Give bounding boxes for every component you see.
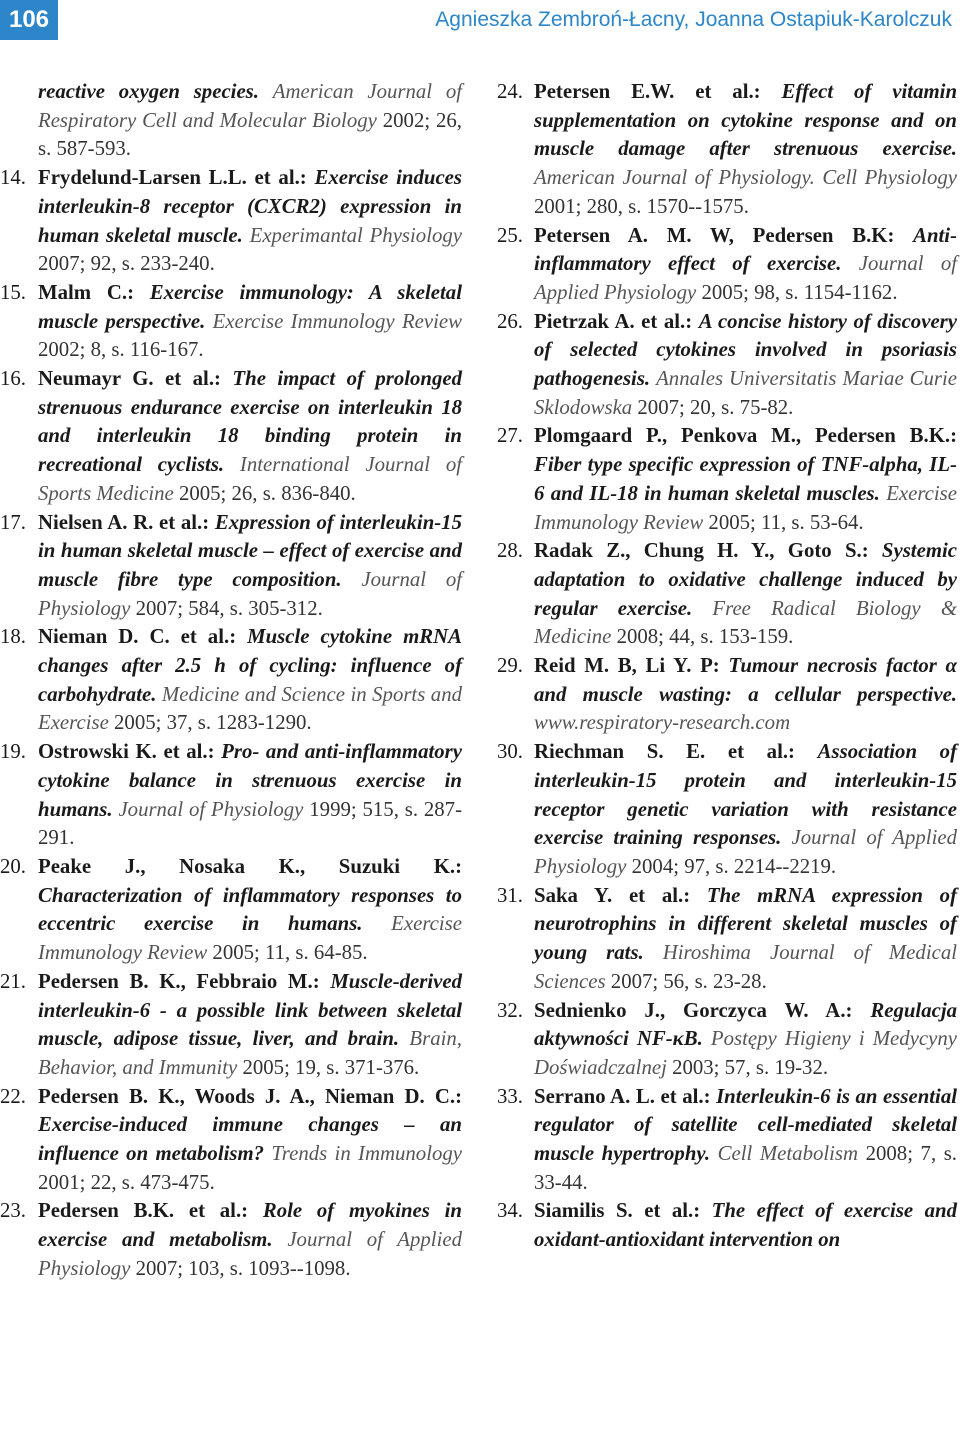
reference-title: Fiber type specific expression of TNF-alpha, IL- 6 and IL-18 in human skeletal muscles. bbox=[534, 453, 957, 505]
reference-number: 17. bbox=[0, 510, 26, 534]
page-number: 106 bbox=[0, 0, 58, 40]
reference-number: 19. bbox=[0, 740, 26, 764]
reference-item bbox=[497, 1197, 957, 1254]
reference-body bbox=[38, 738, 462, 853]
reference-title: Regulacja aktywności NF-κB. bbox=[534, 998, 957, 1051]
reference-body bbox=[534, 1197, 957, 1254]
reference-details: 2004; 97, s. 2214--2219. bbox=[631, 854, 837, 878]
reference-authors: Peake J., Nosaka K., Suzuki K.: bbox=[38, 854, 462, 878]
reference-item bbox=[497, 738, 957, 882]
reference-authors: Nielsen A. R. et al.: bbox=[38, 510, 210, 534]
reference-body bbox=[38, 509, 462, 624]
reference-body bbox=[534, 422, 957, 537]
reference-title: The impact of prolonged strenuous endurance exercise on interleukin 18 and interleukin 18 binding protein in recreational cyclists. bbox=[38, 367, 463, 477]
reference-number: 21. bbox=[0, 969, 26, 993]
reference-journal: Brain, Behavior, and Immunity bbox=[38, 1027, 462, 1079]
reference-title: The mRNA expression of neurotrophins in different skeletal muscles of young rats. bbox=[534, 883, 957, 965]
reference-body bbox=[534, 537, 957, 652]
reference-details: 2008; 44, s. 153-159. bbox=[616, 625, 794, 649]
reference-authors: Pietrzak A. et al.: bbox=[534, 309, 693, 333]
reference-authors: Radak Z., Chung H. Y., Goto S.: bbox=[534, 539, 869, 563]
reference-body bbox=[534, 738, 957, 882]
reference-number: 32. bbox=[497, 998, 523, 1022]
reference-title: Exercise-induced immune changes – an influence on metabolism? bbox=[38, 1113, 462, 1166]
reference-authors: Siamilis S. et al.: bbox=[534, 1199, 701, 1223]
reference-journal: Journal of Applied Physiology bbox=[38, 1228, 462, 1280]
reference-details: 2005; 11, s. 53-64. bbox=[708, 510, 864, 534]
reference-details: 1999; 515, s. 287-291. bbox=[38, 797, 463, 850]
reference-title: Exercise immunology: A skeletal muscle perspective. bbox=[38, 280, 462, 333]
reference-journal: Annales Universitatis Mariae Curie Sklodowska bbox=[534, 367, 957, 419]
reference-number: 20. bbox=[0, 854, 26, 878]
reference-item bbox=[497, 997, 957, 1083]
reference-title: reactive oxygen species. bbox=[38, 80, 259, 103]
reference-item bbox=[0, 623, 462, 738]
reference-body bbox=[38, 968, 462, 1083]
reference-body bbox=[38, 279, 462, 365]
reference-body bbox=[38, 853, 462, 968]
reference-item bbox=[0, 279, 462, 365]
reference-item bbox=[0, 738, 462, 853]
reference-authors: Riechman S. E. et al.: bbox=[534, 740, 795, 764]
reference-item bbox=[0, 509, 462, 624]
reference-number: 29. bbox=[497, 654, 523, 678]
reference-number: 18. bbox=[0, 625, 26, 649]
reference-item bbox=[0, 164, 462, 279]
reference-authors: Pedersen B.K. et al.: bbox=[38, 1199, 249, 1223]
reference-journal: Trends in Immunology bbox=[271, 1142, 462, 1166]
reference-authors: Malm C.: bbox=[38, 280, 135, 304]
reference-body bbox=[534, 222, 957, 308]
reference-title: A concise history of discovery of selected cytokines involved in psoriasis pathogenesis. bbox=[534, 309, 957, 391]
reference-journal: www.respiratory-research.com bbox=[534, 711, 791, 735]
reference-item bbox=[0, 1197, 462, 1283]
reference-number: 15. bbox=[0, 280, 26, 304]
reference-journal: Exercise Immunology Review bbox=[38, 912, 462, 965]
reference-body bbox=[534, 882, 957, 997]
reference-body bbox=[38, 164, 462, 279]
reference-authors: Petersen A. M. W, Pedersen B.K: bbox=[534, 223, 895, 247]
reference-number: 28. bbox=[497, 539, 523, 563]
reference-authors: Saka Y. et al.: bbox=[534, 883, 691, 907]
reference-journal: International Journal of Sports Medicine bbox=[38, 453, 462, 505]
reference-item bbox=[497, 222, 957, 308]
reference-journal: American Journal of Physiology. Cell Physiology bbox=[534, 166, 957, 190]
reference-item bbox=[497, 308, 957, 423]
reference-title: Association of interleukin-15 protein and interleukin-15 receptor genetic variation with resistance exercise training responses. bbox=[534, 740, 957, 850]
reference-body bbox=[534, 78, 957, 222]
reference-number: 14. bbox=[0, 166, 26, 190]
reference-item bbox=[0, 1083, 462, 1198]
reference-title: Role of myokines in exercise and metabolism. bbox=[38, 1199, 462, 1252]
reference-details: 2007; 92, s. 233-240. bbox=[38, 252, 215, 276]
reference-journal: Journal of Applied Physiology bbox=[534, 826, 957, 878]
reference-body bbox=[38, 1083, 462, 1198]
reference-details: 2001; 280, s. 1570--1575. bbox=[534, 194, 749, 218]
reference-number: 34. bbox=[497, 1199, 523, 1223]
reference-journal: American Journal of Respiratory Cell and Molecular Biology bbox=[38, 80, 462, 132]
reference-details: 2005; 19, s. 371-376. bbox=[242, 1055, 420, 1079]
reference-authors: Ostrowski K. et al.: bbox=[38, 740, 215, 764]
reference-details: 2005; 11, s. 64-85. bbox=[212, 941, 368, 965]
reference-journal: Exercise Immunology Review bbox=[534, 481, 958, 534]
reference-title: Expression of interleukin-15 in human skeletal muscle – effect of exercise and muscle fibre type composition. bbox=[38, 510, 462, 591]
reference-details: 2007; 20, s. 75-82. bbox=[637, 395, 794, 419]
reference-body bbox=[534, 997, 957, 1083]
reference-title: Pro- and anti-inflammatory cytokine balance in strenuous exercise in humans. bbox=[38, 740, 462, 821]
reference-body bbox=[38, 1197, 462, 1283]
reference-item bbox=[497, 537, 957, 652]
reference-authors: Reid M. B, Li Y. P: bbox=[534, 654, 720, 678]
reference-title: Effect of vitamin supplementation on cytokine response and on muscle damage after strenuous exercise. bbox=[534, 80, 958, 161]
reference-details: 2005; 98, s. 1154-1162. bbox=[701, 280, 898, 304]
reference-number: 30. bbox=[497, 740, 523, 764]
reference-title: Anti-inflammatory effect of exercise. bbox=[534, 223, 958, 276]
page-header bbox=[0, 0, 960, 40]
reference-authors: Frydelund-Larsen L.L. et al.: bbox=[38, 166, 307, 190]
reference-body bbox=[38, 365, 462, 509]
reference-details: 2007; 584, s. 305-312. bbox=[135, 596, 323, 620]
reference-title: The effect of exercise and oxidant-antioxidant intervention on bbox=[534, 1199, 957, 1252]
reference-details: 2002; 26, s. 587-593. bbox=[38, 108, 462, 161]
reference-authors: Nieman D. C. et al.: bbox=[38, 625, 237, 649]
reference-item bbox=[0, 968, 462, 1083]
reference-number: 33. bbox=[497, 1084, 523, 1108]
reference-details: 2008; 7, s. 33-44. bbox=[534, 1142, 957, 1194]
reference-number: 25. bbox=[497, 223, 523, 247]
reference-item bbox=[497, 78, 957, 222]
reference-item bbox=[0, 853, 462, 968]
reference-journal: Postępy Higieny i Medycyny Doświadczalnej bbox=[534, 1027, 957, 1079]
reference-item bbox=[497, 652, 957, 738]
reference-details: 2002; 8, s. 116-167. bbox=[38, 338, 204, 362]
running-head-authors: Agnieszka Zembroń-Łacny, Joanna Ostapiuk-Karolczuk bbox=[435, 8, 952, 31]
reference-title: Muscle-derived interleukin-6 - a possible link between skeletal muscle, adipose tissue, liver, and brain. bbox=[38, 969, 462, 1051]
reference-title: Exercise induces interleukin-8 receptor (CXCR2) expression in human skeletal muscle. bbox=[38, 166, 462, 247]
reference-journal: Journal of Applied Physiology bbox=[534, 252, 957, 304]
reference-authors: Sednienko J., Gorczyca W. A.: bbox=[534, 998, 853, 1022]
reference-authors: Plomgaard P., Penkova M., Pedersen B.K.: bbox=[534, 424, 957, 448]
reference-title: Systemic adaptation to oxidative challenge induced by regular exercise. bbox=[534, 539, 958, 620]
reference-title: Characterization of inflammatory responses to eccentric exercise in humans. bbox=[38, 883, 462, 936]
reference-item bbox=[497, 1083, 957, 1198]
reference-journal: Medicine and Science in Sports and Exercise bbox=[38, 682, 462, 735]
reference-number: 24. bbox=[497, 80, 523, 103]
references-right-column bbox=[497, 78, 957, 1255]
reference-body bbox=[38, 623, 462, 738]
reference-body bbox=[534, 1083, 957, 1198]
reference-details: 2005; 26, s. 836-840. bbox=[178, 481, 356, 505]
reference-item bbox=[497, 882, 957, 997]
reference-journal: Experimantal Physiology bbox=[249, 223, 463, 247]
reference-title: Tumour necrosis factor α and muscle wasting: a cellular perspective. bbox=[534, 654, 957, 706]
reference-journal: Free Radical Biology & Medicine bbox=[534, 596, 957, 649]
reference-journal: Hiroshima Journal of Medical Sciences bbox=[534, 941, 957, 993]
reference-number: 31. bbox=[497, 883, 523, 907]
reference-journal: Journal of Physiology bbox=[38, 567, 463, 620]
reference-title: Interleukin-6 is an essential regulator of satellite cell-mediated skeletal muscle hypertrophy. bbox=[534, 1084, 957, 1166]
reference-authors: Pedersen B. K., Febbraio M.: bbox=[38, 969, 320, 993]
reference-authors: Pedersen B. K., Woods J. A., Nieman D. C.: bbox=[38, 1084, 462, 1108]
reference-details: 2001; 22, s. 473-475. bbox=[38, 1170, 215, 1194]
reference-journal: Cell Metabolism bbox=[717, 1142, 859, 1166]
reference-number: 22. bbox=[0, 1084, 26, 1108]
reference-number: 23. bbox=[0, 1199, 26, 1223]
reference-item bbox=[0, 365, 462, 509]
reference-item bbox=[497, 422, 957, 537]
reference-number: 26. bbox=[497, 309, 523, 333]
references-left-column bbox=[0, 78, 462, 1284]
reference-title: Muscle cytokine mRNA changes after 2.5 h of cycling: influence of carbohydrate. bbox=[38, 625, 463, 706]
reference-journal: Exercise Immunology Review bbox=[212, 309, 462, 333]
reference-number: 16. bbox=[0, 367, 26, 391]
reference-details: 2003; 57, s. 19-32. bbox=[672, 1055, 829, 1079]
reference-continuation bbox=[0, 78, 462, 164]
reference-authors: Petersen E.W. et al.: bbox=[534, 80, 761, 103]
reference-details: 2005; 37, s. 1283-1290. bbox=[114, 711, 312, 735]
reference-details: 2007; 103, s. 1093--1098. bbox=[135, 1256, 351, 1280]
reference-authors: Serrano A. L. et al.: bbox=[534, 1084, 711, 1108]
reference-journal: Journal of Physiology bbox=[118, 797, 304, 821]
reference-authors: Neumayr G. et al.: bbox=[38, 367, 221, 391]
reference-number: 27. bbox=[497, 424, 523, 448]
reference-details: 2007; 56, s. 23-28. bbox=[610, 969, 767, 993]
reference-body bbox=[534, 652, 957, 738]
reference-body bbox=[534, 308, 957, 423]
